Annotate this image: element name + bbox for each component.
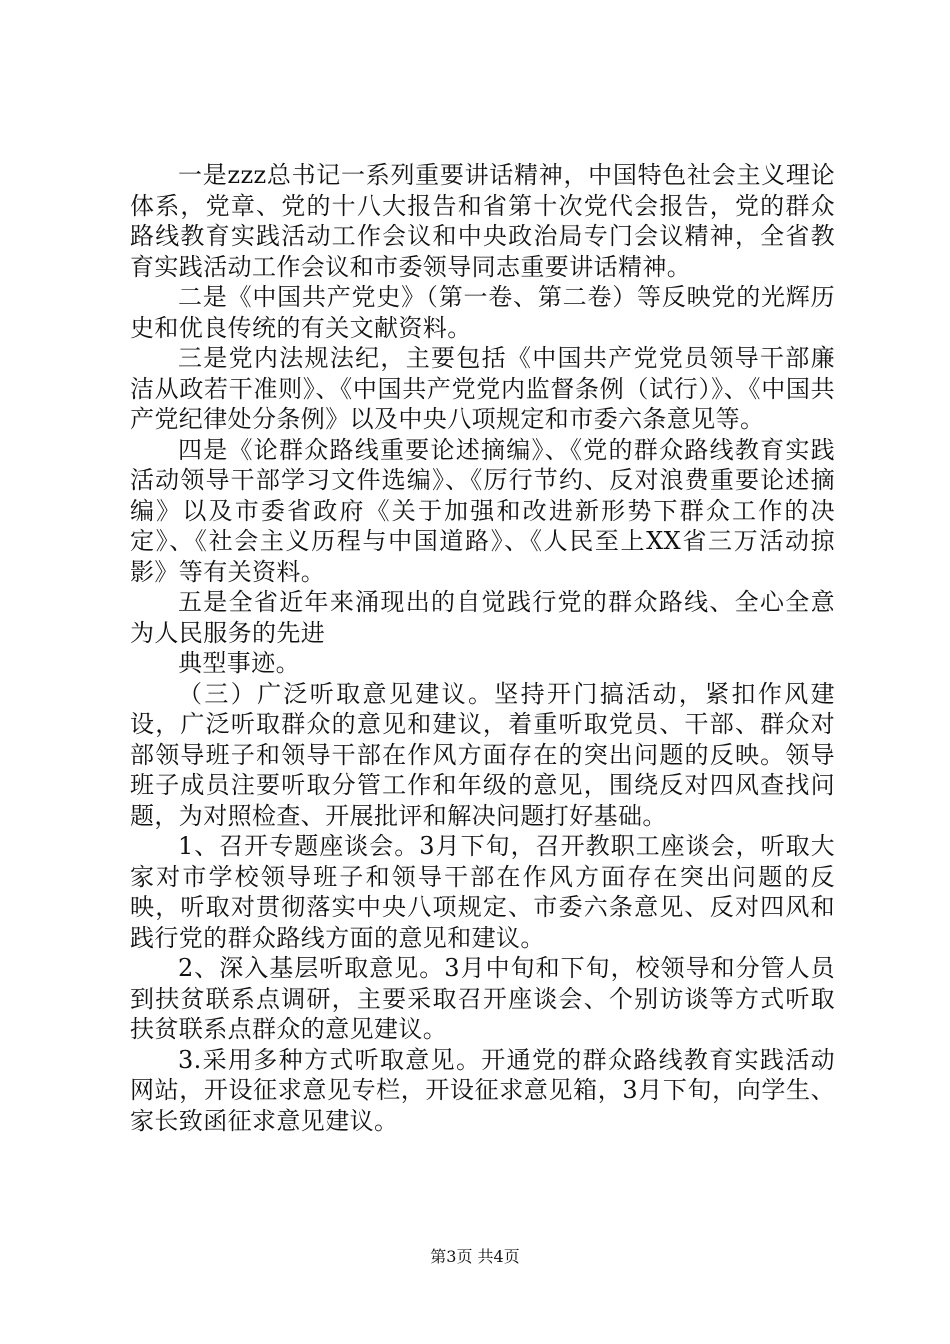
page-number-footer: 第3页 共4页 [430,1247,520,1266]
paragraph-study-item-1: 一是zzz总书记一系列重要讲话精神，中国特色社会主义理论体系，党章、党的十八大报告和省第十次党代会报告，党的群众路线教育实践活动工作会议和中央政治局专门会议精神，全省教育实践活动工作会议和市委领导同志重要讲话精神。 [130,161,835,281]
paragraph-section-three: （三）广泛听取意见建议。坚持开门搞活动，紧扣作风建设，广泛听取群众的意见和建议，着重听取党员、干部、群众对部领导班子和领导干部在作风方面存在的突出问题的反映。领导班子成员注要听取分管工作和年级的意见，围绕反对四风查找问题，为对照检查、开展批评和解决问题打好基础。 [130,679,835,830]
paragraph-measure-2: 2、深入基层听取意见。3月中旬和下旬，校领导和分管人员到扶贫联系点调研，主要采取召开座谈会、个别访谈等方式听取扶贫联系点群众的意见建议。 [130,954,835,1043]
paragraph-study-item-3: 三是党内法规法纪，主要包括《中国共产党党员领导干部廉洁从政若干准则》、《中国共产党党内监督条例（试行）》、《中国共产党纪律处分条例》以及中央八项规定和市委六条意见等。 [130,344,835,433]
paragraph-measure-1: 1、召开专题座谈会。3月下旬，召开教职工座谈会，听取大家对市学校领导班子和领导干部在作风方面存在突出问题的反映，听取对贯彻落实中央八项规定、市委六条意见、反对四风和践行党的群众路线方面的意见和建议。 [130,832,835,952]
document-body [130,160,835,1136]
paragraph-study-item-4: 四是《论群众路线重要论述摘编》、《党的群众路线教育实践活动领导干部学习文件选编》、《厉行节约、反对浪费重要论述摘编》以及市委省政府《关于加强和改进新形势下群众工作的决定》、《社会主义历程与中国道路》、《人民至上XX省三万活动掠影》等有关资料。 [130,435,835,586]
paragraph-study-item-2: 二是《中国共产党史》（第一卷、第二卷）等反映党的光辉历史和优良传统的有关文献资料。 [130,283,835,342]
paragraph-study-item-5-continued: 典型事迹。 [178,649,300,677]
paragraph-study-item-5: 五是全省近年来涌现出的自觉践行党的群众路线、全心全意为人民服务的先进 [130,588,835,647]
paragraph-measure-3: 3.采用多种方式听取意见。开通党的群众路线教育实践活动网站，开设征求意见专栏，开设征求意见箱，3月下旬，向学生、家长致函征求意见建议。 [130,1045,835,1135]
